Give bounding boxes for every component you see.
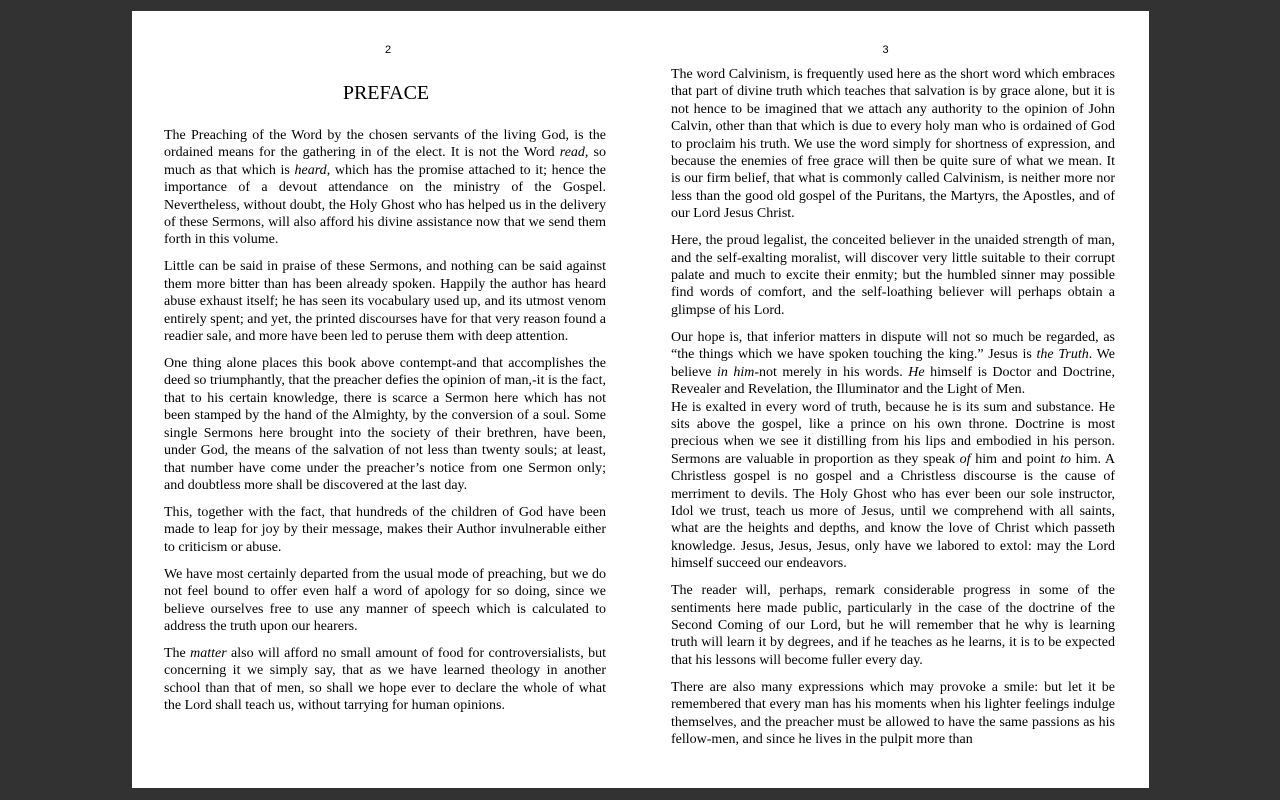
paragraph: [671, 399, 1115, 573]
page-number-left: 2: [384, 44, 392, 56]
paragraph: [164, 127, 606, 249]
italic-text: heard: [294, 162, 327, 178]
right-page-body: [671, 66, 1115, 758]
text-run: The word Calvinism, is frequently used here as the short word which embraces that part of divine truth which teaches that salvation is by grace alone, but it is not hence to be imagined that we attach any authority to the opinion of John Calvin, other than that which is due to every holy man who is ordained of God to proclaim his truth. We use the word simply for shortness of expression, and because the enemies of free grace will then be quite sure of what we mean. It is our firm belief, that what is commonly called Calvinism, is neither more nor less than the good old gospel of the Puritans, the Martyrs, the Apostles, and of our Lord Jesus Christ.: [671, 67, 1115, 222]
text-run: also will afford no small amount of food for controversialists, but concerning it we simply say, that as we have learned theology in another school than that of men, so shall we hope ever to declare the whole of what the Lord shall teach us, without tarrying for human opinions.: [164, 645, 606, 714]
paragraph: [164, 504, 606, 556]
text-run: This, together with the fact, that hundreds of the children of God have been made to leap for joy by their message, makes their Author invulnerable either to criticism or abuse.: [164, 504, 606, 555]
left-paragraphs: [164, 127, 606, 715]
text-run: Here, the proud legalist, the conceited believer in the unaided strength of man, and the self-exalting moralist, will discover very little suitable to their corrupt palate and much to excite their enmity; but the humbled sinner may possible find words of comfort, and the self-loathing believer will perhaps obtain a glimpse of his Lord.: [671, 233, 1115, 318]
text-run: One thing alone places this book above contempt-and that accomplishes the deed so triumphantly, that the preacher defies the opinion of man,-it is the fact, that to his certain knowledge, there is scarce a Sermon here which has not been stamped by the hand of the Almighty, by the conversion of a soul. Some single Sermons here brought into the society of their brethren, have been, under God, the means of the salvation of not less than twenty souls; at least, that number have come under the preacher’s notice from one Sermon only; and doubtless more shall be discovered at the last day.: [164, 356, 606, 493]
preface-heading: PREFACE: [342, 82, 430, 104]
italic-text: of: [959, 451, 971, 467]
text-run: Little can be said in praise of these Sermons, and nothing can be said against them more bitter than has been already spoken. Happily the author has heard abuse exhaust itself; he has seen its vocabulary used up, and its utmost venom entirely spent; and yet, the printed discourses have for that very reason found a readier sale, and more have been led to peruse them with deep attention.: [164, 259, 606, 345]
paragraph: [164, 645, 606, 715]
right-page: [640, 11, 1149, 788]
text-run: Our hope is, that inferior matters in dispute will not so much be regarded, as “the things which we have spoken touching the king.” Jesus is: [671, 329, 1115, 363]
italic-text: read: [559, 145, 585, 161]
text-run: , which has the promise attached to it; hence the importance of a devout attendance on the ministry of the Gospel. Nevertheless, without doubt, the Holy Ghost who has helped us in the delivery of these Sermons, will also afford his divine assistance now that we send them forth in this volume.: [164, 162, 606, 248]
left-page: [132, 11, 640, 788]
text-run: He is exalted in every word of truth, because he is its sum and substance. He sits above the gospel, like a prince on his own throne. Doctrine is most precious when we see it distilling from his lips and embodied in his person. Sermons are valuable in proportion as they speak: [671, 399, 1115, 467]
page-spread[interactable]: [132, 11, 1149, 788]
italic-text: in him: [716, 364, 755, 380]
paragraph: [671, 232, 1115, 319]
italic-text: the Truth: [1036, 347, 1089, 363]
right-paragraphs: [671, 66, 1115, 748]
paragraph: [671, 679, 1115, 749]
paragraph: [164, 355, 606, 494]
page-number-right: 3: [882, 44, 889, 56]
text-run: There are also many expressions which may provoke a smile: but let it be remembered that every man has his moments when his lighter feelings indulge themselves, and the preacher must be allowed to have the same passions as his fellow-men, and since he lives in the pulpit more than: [671, 679, 1115, 747]
text-run: . We believe: [671, 347, 1115, 380]
italic-text: He: [908, 364, 925, 380]
italic-text: to: [1060, 451, 1071, 467]
text-run: -not merely in his words.: [754, 364, 909, 380]
text-run: himself is Doctor and Doctrine, Revealer and Revelation, the Illuminator and the Light of Men.: [671, 364, 1116, 398]
text-run: The: [164, 645, 191, 661]
paragraph: [671, 66, 1115, 223]
text-run: , so much as that which is: [164, 145, 606, 178]
paragraph: [164, 258, 606, 345]
text-run: The reader will, perhaps, remark considerable progress in some of the sentiments here made public, particularly in the case of the doctrine of the Second Coming of our Lord, but he will remember that he why is learning truth will learn it by degrees, and if he teaches as he learns, it is to be expected that his lessons will become fuller every day.: [671, 583, 1115, 668]
text-run: him. A Christless gospel is no gospel and a Christless discourse is the cause of merriment to devils. The Holy Ghost who has ever been our sole instructor, Idol we trust, teach us more of Jesus, until we comprehend with all saints, what are the heights and depths, and know the love of Christ which passeth knowledge. Jesus, Jesus, Jesus, only have we labored to extol: may the Lord himself succeed our endeavors.: [671, 451, 1115, 572]
paragraph: [671, 329, 1115, 399]
paragraph: [164, 566, 606, 636]
paragraph: [671, 582, 1115, 669]
text-run: The Preaching of the Word by the chosen servants of the living God, is the ordained means for the gathering in of the elect. It is not the Word: [164, 128, 606, 161]
italic-text: matter: [190, 645, 227, 661]
text-run: him and point: [970, 451, 1061, 467]
left-page-body: [164, 81, 606, 724]
text-run: We have most certainly departed from the usual mode of preaching, but we do not feel bound to offer even half a word of apology for so doing, since we believe ourselves free to use any manner of speech which is calculated to address the truth upon our hearers.: [164, 566, 606, 634]
